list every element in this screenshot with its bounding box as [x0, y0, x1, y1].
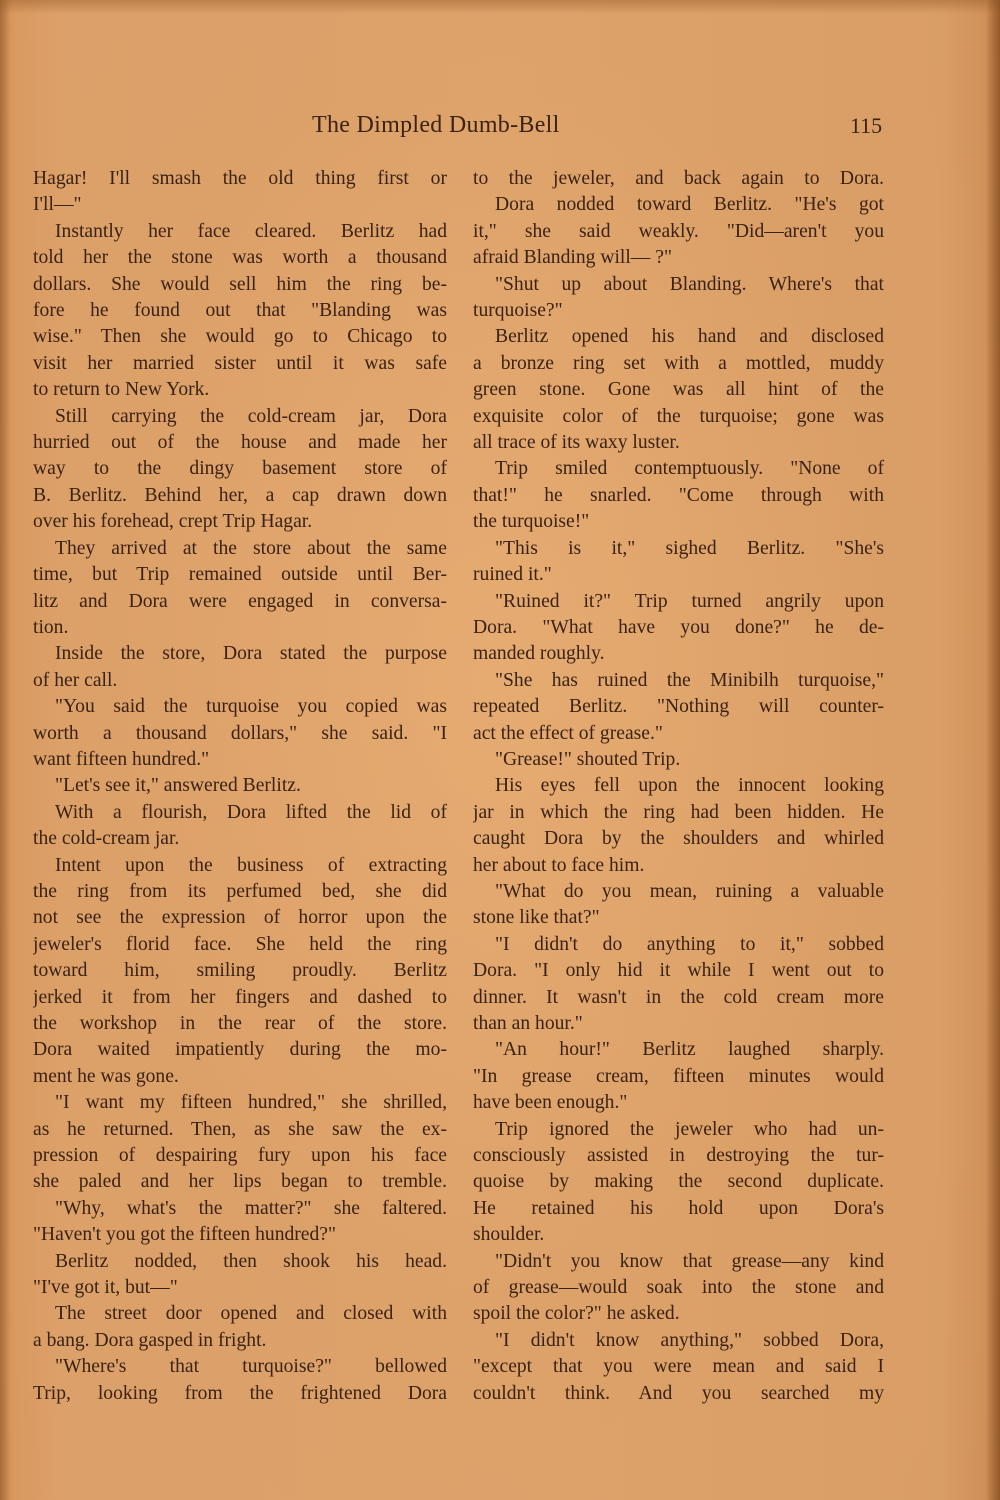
text-line-content: a bang. Dora gasped in fright.: [33, 1329, 267, 1351]
text-line: [473, 1169, 884, 1195]
text-line-content: "Where's that turquoise?" bellowed: [55, 1356, 447, 1378]
text-line: [473, 721, 884, 747]
text-line-content: manded roughly.: [473, 643, 605, 665]
text-line-content: than an hour.": [473, 1013, 583, 1034]
text-line-content: consciously assisted in destroying the tur-: [473, 1145, 884, 1167]
text-line-content: "I didn't do anything to it," sobbed: [495, 933, 884, 955]
text-line: [33, 1249, 447, 1275]
text-line: [473, 932, 884, 958]
text-line-content: Inside the store, Dora stated the purpose: [55, 643, 447, 665]
text-line: [473, 536, 884, 562]
text-line: [33, 589, 447, 615]
text-line-content: "Ruined it?" Trip turned angrily upon: [495, 590, 884, 612]
text-line-content: jeweler's florid face. She held the ring: [33, 933, 447, 955]
text-line: [473, 377, 884, 403]
text-line: [33, 1196, 447, 1222]
text-line-content: "Haven't you got the fifteen hundred?": [33, 1224, 336, 1246]
text-line: [473, 1064, 884, 1090]
text-line: [33, 298, 447, 324]
text-line: [33, 721, 447, 747]
text-line: [473, 1117, 884, 1143]
text-line-content: Still carrying the cold-cream jar, Dora: [55, 405, 447, 427]
text-line: [33, 562, 447, 588]
text-line-content: over his forehead, crept Trip Hagar.: [33, 511, 313, 533]
text-line-content: "You said the turquoise you copied was: [55, 696, 447, 718]
text-line-content: Dora nodded toward Berlitz. "He's got: [495, 194, 884, 216]
text-line: [473, 483, 884, 509]
text-line-content: worth a thousand dollars," she said. "I: [33, 722, 447, 744]
text-line-content: pression of despairing fury upon his face: [33, 1145, 447, 1167]
text-line-content: act the effect of grease.": [473, 722, 663, 744]
text-line: [33, 1169, 447, 1195]
text-line: [33, 747, 447, 773]
text-line-content: toward him, smiling proudly. Berlitz: [33, 960, 447, 982]
text-line: [473, 1354, 884, 1380]
text-line: [33, 1117, 447, 1143]
text-line: [33, 800, 447, 826]
text-line: [33, 694, 447, 720]
text-line: [33, 1328, 447, 1354]
text-line: [473, 351, 884, 377]
text-line: [473, 456, 884, 482]
text-line-content: "Shut up about Blanding. Where's that: [495, 273, 884, 295]
text-line: [473, 192, 884, 218]
text-line: [33, 404, 447, 430]
text-line-content: Dora. "I only hid it while I went out to: [473, 960, 884, 982]
text-line-content: she paled and her lips began to tremble.: [33, 1171, 447, 1193]
text-line-content: Berlitz opened his hand and disclosed: [495, 326, 884, 348]
text-line: [33, 1011, 447, 1037]
text-line-content: the workshop in the rear of the store.: [33, 1013, 447, 1034]
text-line-content: They arrived at the store about the same: [55, 537, 447, 559]
text-line-content: the turquoise!": [473, 511, 590, 533]
text-line-content: "What do you mean, ruining a valuable: [495, 880, 884, 902]
text-line-content: the cold-cream jar.: [33, 828, 180, 850]
text-line-content: litz and Dora were engaged in conversa-: [33, 590, 447, 612]
text-line: [473, 826, 884, 852]
text-line-content: "In grease cream, fifteen minutes would: [473, 1065, 884, 1087]
left-column: [33, 166, 447, 1407]
text-line-content: "Grease!" shouted Trip.: [495, 748, 681, 770]
text-line: [33, 272, 447, 298]
text-line: [473, 1222, 884, 1248]
text-line-content: "Didn't you know that grease—any kind: [495, 1250, 884, 1272]
text-line: [473, 879, 884, 905]
text-line: [473, 562, 884, 588]
text-line: [33, 1064, 447, 1090]
text-line: [473, 905, 884, 931]
text-line: [33, 536, 447, 562]
text-line-content: wise." Then she would go to Chicago to: [33, 326, 447, 348]
text-line: [473, 589, 884, 615]
text-line: [33, 430, 447, 456]
text-line-content: repeated Berlitz. "Nothing will counter-: [473, 696, 884, 718]
text-line-content: His eyes fell upon the innocent looking: [495, 775, 884, 797]
text-line: [473, 509, 884, 535]
text-line-content: to return to New York.: [33, 379, 210, 401]
text-line-content: Trip, looking from the frightened Dora: [33, 1382, 447, 1404]
text-line: [473, 615, 884, 641]
text-line-content: "This is it," sighed Berlitz. "She's: [495, 537, 884, 559]
text-line-content: dinner. It wasn't in the cold cream more: [473, 986, 884, 1008]
text-line: [33, 932, 447, 958]
right-column: [473, 166, 884, 1407]
text-line-content: to the jeweler, and back again to Dora.: [473, 168, 884, 189]
text-line-content: jar in which the ring had been hidden. He: [473, 801, 884, 823]
text-line-content: shoulder.: [473, 1224, 545, 1246]
text-line: [33, 351, 447, 377]
text-line-content: time, but Trip remained outside until Ber-: [33, 564, 447, 586]
text-line-content: exquisite color of the turquoise; gone was: [473, 405, 884, 427]
text-line: [33, 219, 447, 245]
text-line-content: hurried out of the house and made her: [33, 432, 447, 454]
text-line: [473, 853, 884, 879]
text-line-content: Berlitz nodded, then shook his head.: [55, 1250, 447, 1272]
text-line-content: dollars. She would sell him the ring be-: [33, 273, 447, 295]
text-line-content: not see the expression of horror upon the: [33, 907, 447, 929]
text-line-content: ment he was gone.: [33, 1065, 179, 1087]
text-line-content: her about to face him.: [473, 854, 645, 876]
text-line: [33, 324, 447, 350]
text-line-content: that!" he snarled. "Come through with: [473, 484, 884, 506]
text-line-content: Hagar! I'll smash the old thing first or: [33, 168, 447, 189]
text-line: [33, 641, 447, 667]
text-line-content: stone like that?": [473, 907, 600, 929]
text-line-content: Trip smiled contemptuously. "None of: [495, 458, 884, 480]
text-line-content: ruined it.": [473, 564, 552, 586]
text-line: [473, 1196, 884, 1222]
text-line-content: Dora. "What have you done?" he de-: [473, 616, 884, 638]
text-line-content: "I want my fifteen hundred," she shrilled,: [55, 1092, 447, 1114]
text-line-content: I'll—": [33, 194, 82, 216]
text-line-content: afraid Blanding will— ?": [473, 247, 672, 269]
text-line: [33, 1090, 447, 1116]
text-line: [33, 192, 447, 218]
text-line: [473, 1275, 884, 1301]
text-line: [473, 1090, 884, 1116]
text-line-content: Trip ignored the jeweler who had un-: [495, 1118, 884, 1140]
text-line: [33, 377, 447, 403]
text-line-content: "I didn't know anything," sobbed Dora,: [495, 1329, 884, 1351]
text-line-content: spoil the color?" he asked.: [473, 1303, 680, 1325]
text-line: [473, 298, 884, 324]
text-line: [473, 1249, 884, 1275]
text-line: [473, 1011, 884, 1037]
text-line-content: B. Berlitz. Behind her, a cap drawn down: [33, 484, 447, 506]
text-line-content: all trace of its waxy luster.: [473, 432, 680, 454]
text-line-content: visit her married sister until it was safe: [33, 352, 447, 374]
text-line-content: "An hour!" Berlitz laughed sharply.: [495, 1039, 884, 1061]
text-line: [473, 1037, 884, 1063]
text-line: [473, 773, 884, 799]
page-top-shadow: [0, 0, 1000, 14]
text-line: [473, 430, 884, 456]
text-line: [33, 1275, 447, 1301]
text-line-content: told her the stone was worth a thousand: [33, 247, 447, 269]
text-line: [33, 509, 447, 535]
text-line-content: quoise by making the second duplicate.: [473, 1171, 884, 1193]
text-line: [473, 958, 884, 984]
text-line: [33, 456, 447, 482]
text-line: [33, 615, 447, 641]
text-line-content: green stone. Gone was all hint of the: [473, 379, 884, 401]
text-line-content: fore he found out that "Blanding was: [33, 300, 447, 322]
text-line-content: as he returned. Then, as she saw the ex-: [33, 1118, 447, 1140]
text-line: [33, 483, 447, 509]
text-line-content: have been enough.": [473, 1092, 628, 1114]
text-line-content: of her call.: [33, 669, 118, 691]
text-line-content: the ring from its perfumed bed, she did: [33, 880, 447, 902]
text-line-content: "I've got it, but—": [33, 1277, 178, 1299]
text-line: [33, 1143, 447, 1169]
text-line-content: Instantly her face cleared. Berlitz had: [55, 220, 447, 242]
text-line: [33, 1222, 447, 1248]
text-line-content: way to the dingy basement store of: [33, 458, 447, 480]
text-line-content: want fifteen hundred.": [33, 748, 210, 770]
text-line-content: Intent upon the business of extracting: [55, 854, 447, 876]
text-line-content: He retained his hold upon Dora's: [473, 1197, 884, 1219]
text-line: [473, 668, 884, 694]
text-line: [33, 166, 447, 192]
text-line: [33, 958, 447, 984]
text-line: [473, 985, 884, 1011]
text-line: [473, 324, 884, 350]
text-line: [33, 826, 447, 852]
text-line: [33, 773, 447, 799]
text-line: [33, 985, 447, 1011]
text-line: [473, 1301, 884, 1327]
page-left-edge: [0, 0, 10, 1500]
text-line-content: tion.: [33, 616, 69, 638]
text-line: [473, 166, 884, 192]
page-number: 115: [850, 113, 883, 138]
text-line: [33, 853, 447, 879]
text-line-content: of grease—would soak into the stone and: [473, 1277, 884, 1299]
text-line: [33, 1037, 447, 1063]
text-line-content: "except that you were mean and said I: [473, 1356, 884, 1378]
text-line: [473, 641, 884, 667]
text-line-content: The street door opened and closed with: [55, 1303, 447, 1325]
text-line-content: turquoise?": [473, 300, 563, 322]
text-line-content: it," she said weakly. "Did—aren't you: [473, 220, 884, 242]
running-title: The Dimpled Dumb-Bell: [312, 112, 560, 138]
text-line-content: a bronze ring set with a mottled, muddy: [473, 352, 884, 374]
text-line: [33, 1301, 447, 1327]
text-line: [473, 694, 884, 720]
page-right-edge: [986, 0, 1000, 1500]
text-line-content: caught Dora by the shoulders and whirled: [473, 828, 884, 850]
text-line: [473, 272, 884, 298]
text-line: [33, 905, 447, 931]
text-line: [473, 1143, 884, 1169]
text-line: [33, 1354, 447, 1380]
text-line: [33, 668, 447, 694]
text-line-content: "Why, what's the matter?" she faltered.: [55, 1197, 447, 1219]
text-line: [473, 219, 884, 245]
text-line: [473, 245, 884, 271]
text-line: [33, 879, 447, 905]
text-line-content: couldn't think. And you searched my: [473, 1382, 884, 1404]
text-line: [473, 1328, 884, 1354]
text-line-content: Dora waited impatiently during the mo-: [33, 1039, 447, 1061]
text-line: [33, 245, 447, 271]
text-line-content: jerked it from her fingers and dashed to: [33, 986, 447, 1008]
text-line: [33, 1381, 447, 1407]
text-line: [473, 800, 884, 826]
text-line-content: "Let's see it," answered Berlitz.: [55, 775, 301, 797]
text-line-content: With a flourish, Dora lifted the lid of: [55, 801, 447, 823]
text-line-content: "She has ruined the Minibilh turquoise,": [495, 669, 884, 691]
text-line: [473, 1381, 884, 1407]
text-line: [473, 747, 884, 773]
text-line: [473, 404, 884, 430]
